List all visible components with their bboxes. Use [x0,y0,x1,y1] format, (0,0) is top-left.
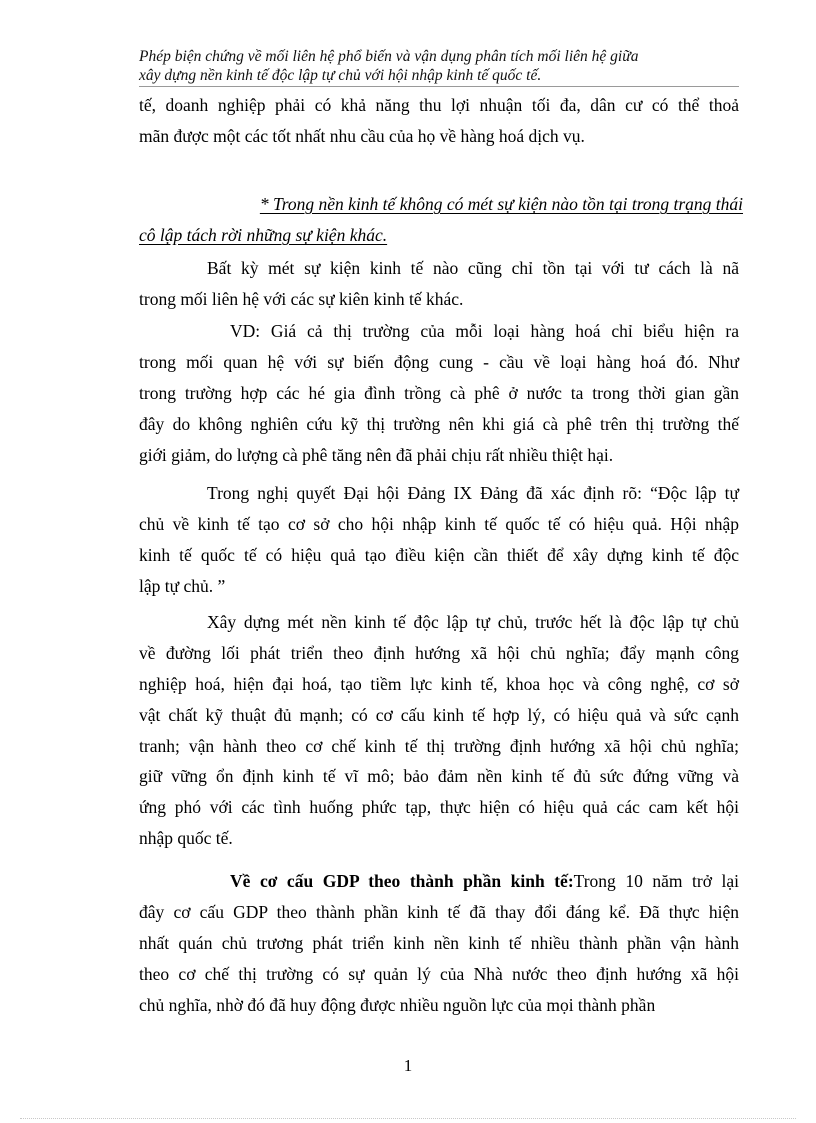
running-header [139,47,749,85]
paragraph-resolution [139,478,739,602]
text-line: Bất kỳ mét sự kiện kinh tế nào cũng chỉ tồn tại với tư cách là nã [207,258,739,278]
text-line: kinh tế quốc tế có hiệu quả tạo điều kiện cần thiết để xây dựng kinh tế độc [139,544,739,565]
text-line: chủ về kinh tế tạo cơ sở cho hội nhập kinh tế quốc tế có hiệu quả. Hội nhập [139,513,739,534]
section-heading-line-2: cô lập tách rời những sự kiện khác. [139,224,388,245]
text-line: tế, doanh nghiệp phải có khả năng thu lợi nhuận tối đa, dân cư có thể thoả [139,95,739,115]
text-line: giới giảm, do lượng cà phê tăng nên đã phải chịu rất nhiều thiệt hại. [139,444,614,465]
text-line: trong mối quan hệ với sự biến động cung - cầu về loại hàng hoá đó. Như [139,351,739,372]
text-line: giữ vững ổn định kinh tế vĩ mô; bảo đảm nền kinh tế đủ sức đứng vững và [139,766,739,787]
paragraph-event-relation [139,253,739,315]
running-header-line-2: xây dựng nền kinh tế độc lập tự chủ với hội nhập kinh tế quốc tế. [139,67,542,84]
text-line [139,866,739,897]
text-line: lập tự chủ. ” [139,575,226,596]
text-line: nghiệp hoá, hiện đại hoá, tạo tiềm lực kinh tế, khoa học và công nghệ, cơ sở [139,673,739,694]
text-fragment: Trong 10 năm trở lại [573,871,740,891]
text-line: chủ nghĩa, nhờ đó đã huy động được nhiều nguồn lực của mọi thành phần [139,994,656,1015]
text-line: tranh; vận hành theo cơ chế kinh tế thị trường định hướng xã hội chủ nghĩa; [139,735,739,756]
section-heading [139,189,743,251]
header-divider [139,86,739,87]
text-line: vật chất kỹ thuật đủ mạnh; có cơ cấu kinh tế hợp lý, có hiệu quả và sức cạnh [139,704,739,725]
paragraph-independent-economy [139,607,739,854]
text-line: Xây dựng mét nền kinh tế độc lập tự chủ, trước hết là độc lập tự chủ [207,612,739,632]
text-line: nhất quán chủ trương phát triển kinh nền kinh tế nhiều thành phần vận hành [139,932,739,953]
paragraph-example [139,316,739,470]
running-header-line-1: Phép biện chứng về mối liên hệ phổ biến và vận dụng phân tích mối liên hệ giữa [139,48,639,65]
paragraph-continuation [139,90,739,152]
page-bottom-border [20,1118,796,1119]
text-line: mãn được một các tốt nhất nhu cầu của họ về hàng hoá dịch vụ. [139,125,585,146]
text-line: theo cơ chế thị trường có sự quản lý của Nhà nước theo định hướng xã hội [139,963,739,984]
bold-lead-in: Về cơ cấu GDP theo thành phần kinh tế: [230,871,574,891]
text-line: Trong nghị quyết Đại hội Đảng IX Đảng đã xác định rõ: “Độc lập tự [207,483,739,503]
text-line: trong trường hợp các hé gia đình trồng cà phê ở nước ta trong thời gian gần [139,382,739,403]
text-line: VD: Giá cả thị trường của mỗi loại hàng hoá chỉ biểu hiện ra [230,321,739,341]
text-line: ứng phó với các tình huống phức tạp, thực hiện có hiệu quả các cam kết hội [139,797,739,818]
text-line: đây do không nghiên cứu kỹ thị trường nên khi giá cà phê trên thị trường thế [139,413,739,434]
text-line: nhập quốc tế. [139,828,233,849]
page-number: 1 [403,1056,413,1075]
text-line: đây cơ cấu GDP theo thành phần kinh tế đã thay đổi đáng kể. Đã thực hiện [139,901,739,922]
text-line: trong mối liên hệ với các sự kiên kinh tế khác. [139,288,464,309]
paragraph-gdp-structure [139,866,739,1020]
section-heading-line-1: * Trong nền kinh tế không có mét sự kiện nào tồn tại trong trạng thái [259,194,743,214]
text-line: về đường lối phát triển theo định hướng xã hội chủ nghĩa; đẩy mạnh công [139,642,739,663]
